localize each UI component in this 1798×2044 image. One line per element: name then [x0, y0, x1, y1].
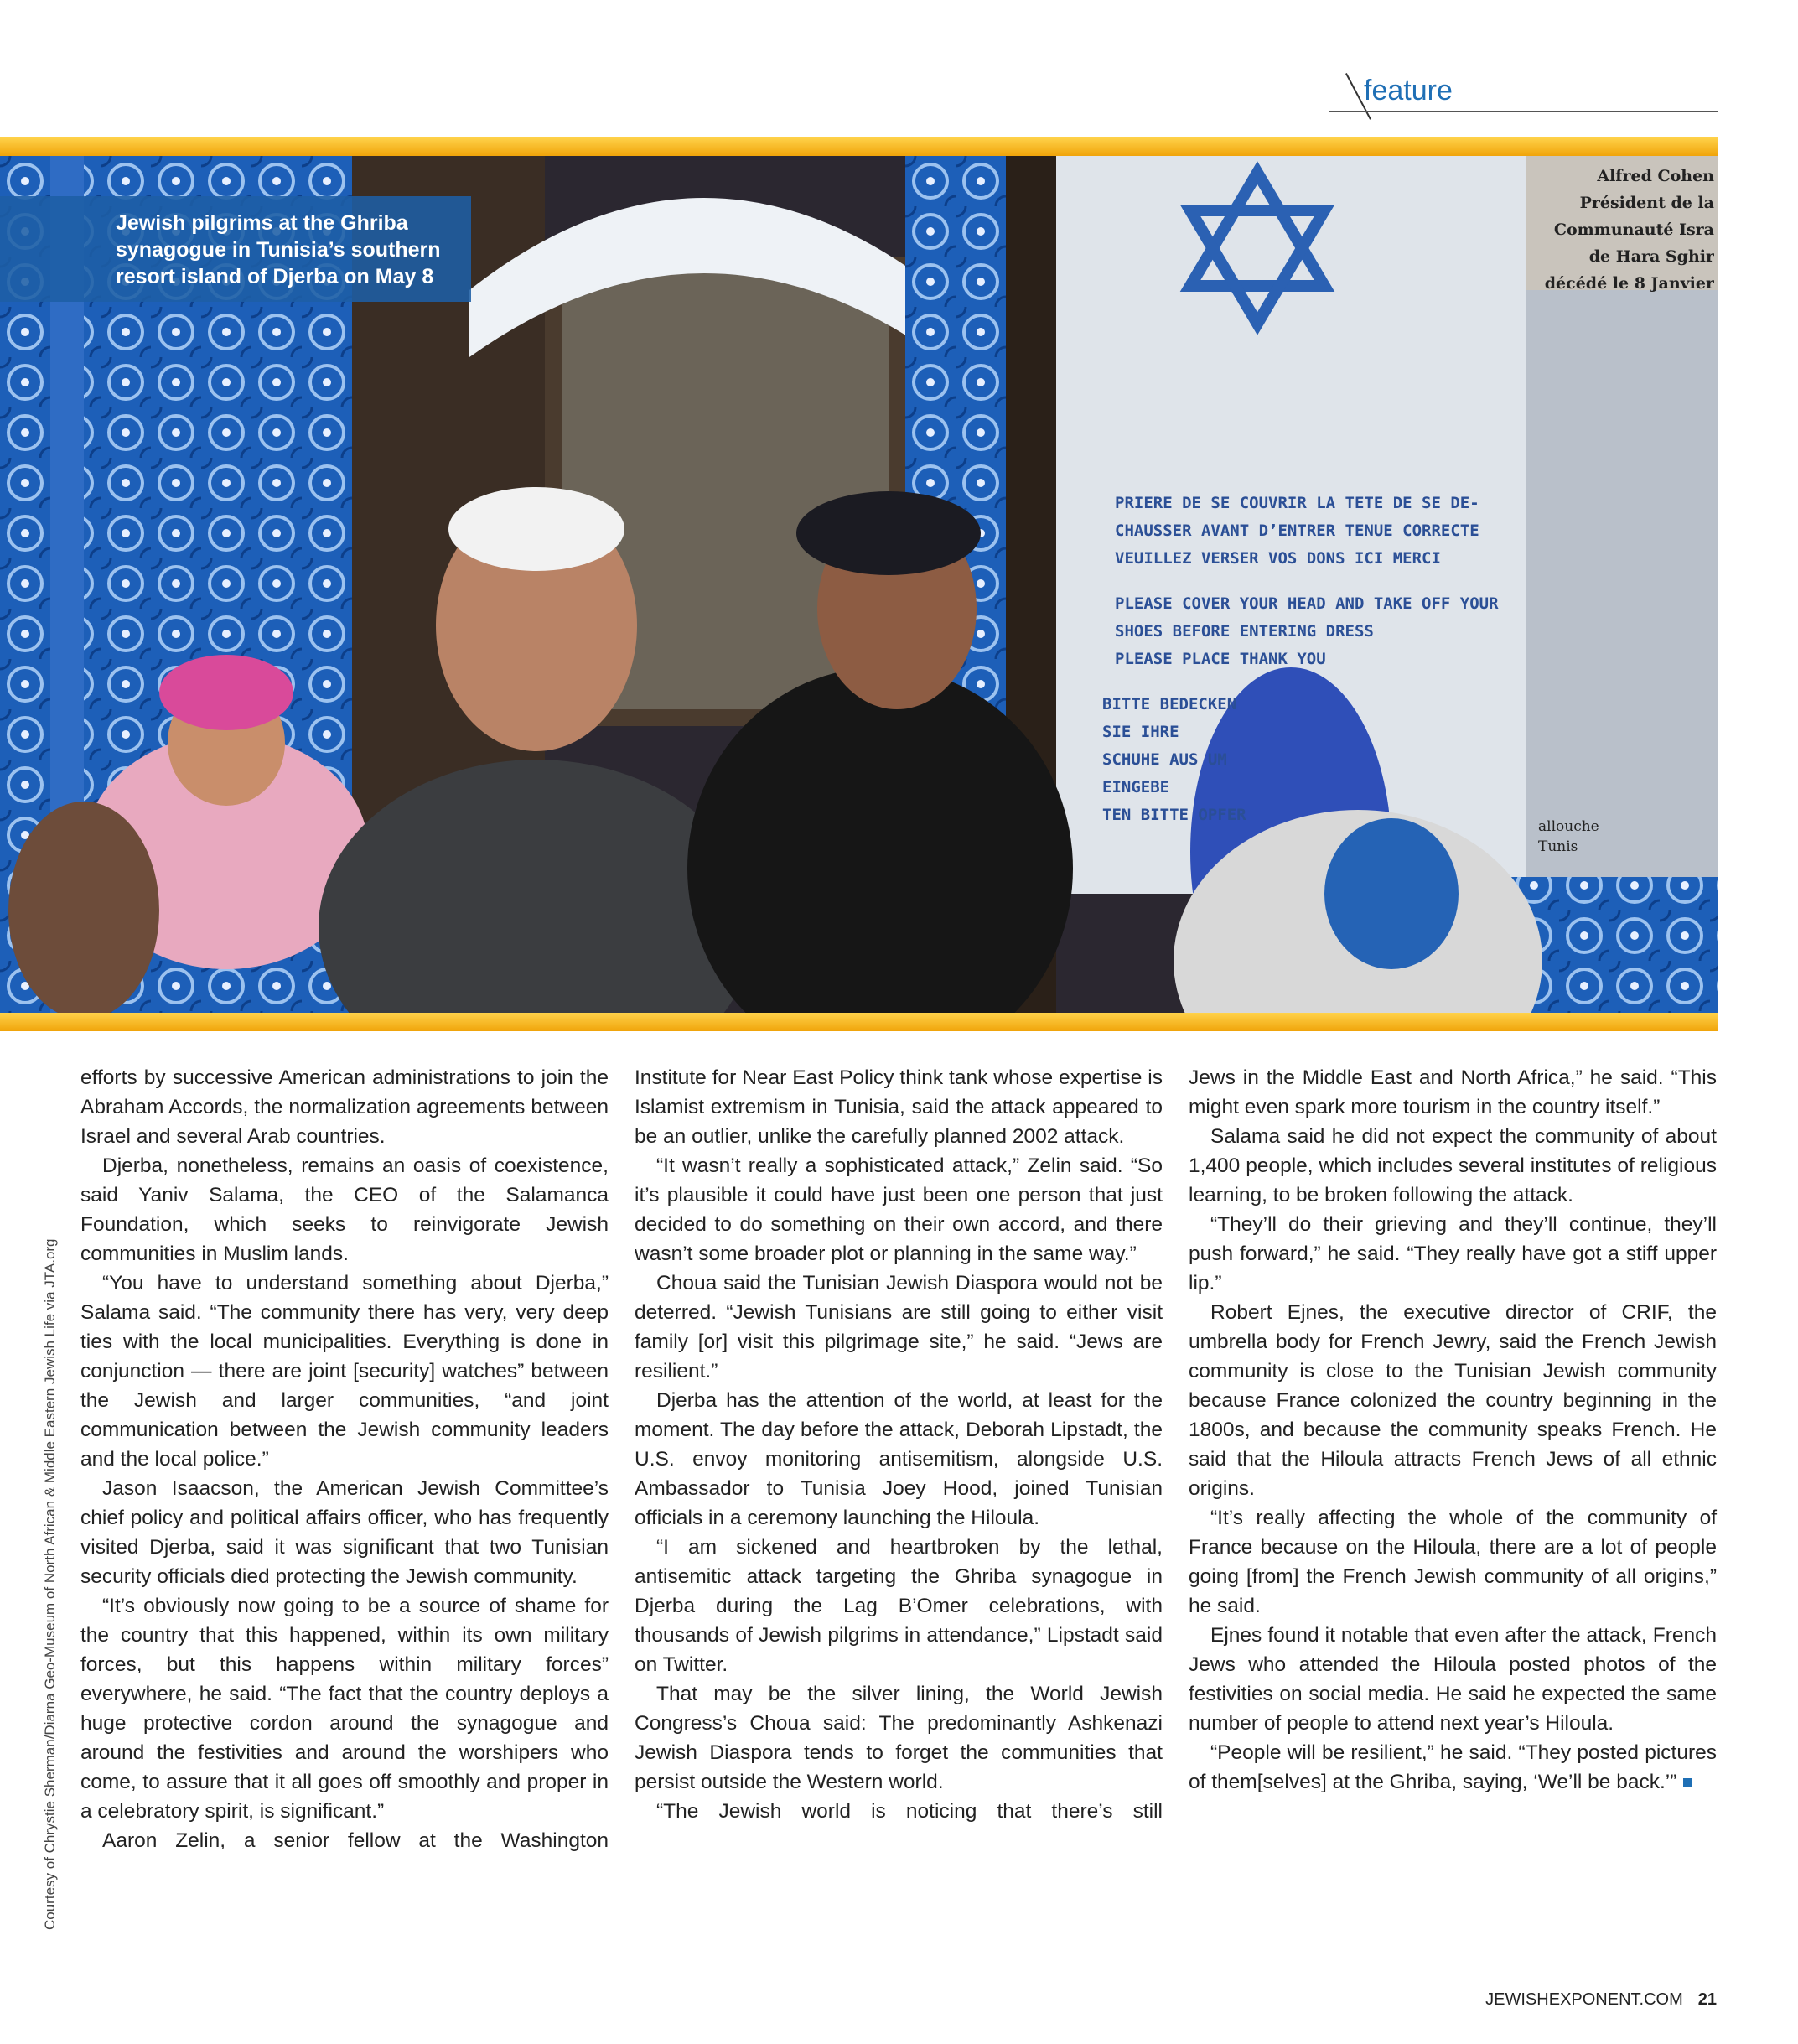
paragraph-text: “People will be resilient,” he said. “They posted pictures of them[selves] at the Ghriba, saying, ‘We’ll be back.’” — [1189, 1741, 1717, 1793]
sign-line: PLEASE PLACE THANK YOU — [1115, 650, 1326, 668]
page-footer — [1485, 1990, 1717, 2010]
plaque-maker-line: Tunis — [1538, 838, 1578, 855]
footer-site: JEWISHEXPONENT.COM — [1485, 1990, 1683, 2009]
section-tag — [1329, 74, 1718, 116]
paragraph: Jason Isaacson, the American Jewish Committee’s chief policy and political affairs officer, who has frequently visited Djerba, said it was significant that two Tunisian security officials died protecting the Jewish community. — [80, 1477, 609, 1588]
section-label: feature — [1364, 75, 1453, 106]
paragraph: Djerba, nonetheless, remains an oasis of coexistence, said Yaniv Salama, the CEO of the Salamanca Foundation, which seeks to reinvigorate Jewish communities in Muslim lands. — [80, 1154, 609, 1265]
paragraph: That may be the silver lining, the World Jewish Congress’s Choua said: The predominantly Ashkenazi Jewish Diaspora tends to forget the communities that persist outside the Western world. — [635, 1683, 1163, 1793]
paragraph: Djerba has the attention of the world, at least for the moment. The day before the attack, Deborah Lipstadt, the U.S. envoy monitoring antisemitism, alongside U.S. Ambassador to Tunisia Joey Hood, joined Tunisian officials in a ceremony launching the Hiloula. — [635, 1389, 1163, 1529]
photo-frame-top — [0, 137, 1718, 156]
sign-french — [1115, 490, 1509, 573]
article-column-1 — [80, 1063, 609, 1855]
plaque-line: de Hara Sghir — [1588, 247, 1714, 266]
plaque-line: décédé le 8 Janvier — [1544, 274, 1714, 293]
plaque-maker-line: allouche — [1538, 818, 1599, 835]
paragraph: “It’s obviously now going to be a source of shame for the country that this happened, within its own military forces, but this happens within military forces” everywhere, he said. “The fact that the country deploys a huge protective cordon around the synagogue and around the festivities and around the worshipers who come, to assure that it all goes off smoothly and proper in a celebratory spirit, is significant.” — [80, 1595, 609, 1823]
article-column-2 — [635, 1063, 1163, 1826]
sign-line: TEN BITTE OPFER — [1102, 806, 1246, 824]
plaque-line: Alfred Cohen — [1597, 167, 1714, 185]
paragraph: Jews in the Middle East and North Africa,” he said. “This might even spark more tourism in the country itself.” — [1189, 1066, 1717, 1118]
memorial-plaque — [1534, 163, 1714, 297]
photo-caption: Jewish pilgrims at the Ghriba synagogue in Tunisia’s southern resort island of Djerba on May 8 — [116, 211, 441, 288]
photo-frame-bottom — [0, 1013, 1718, 1031]
paragraph: Ejnes found it notable that even after the attack, French Jews who attended the Hiloula posted photos of the festivities on social media. He said he expected the same number of people to attend next year’s Hiloula. — [1189, 1624, 1717, 1735]
paragraph: Choua said the Tunisian Jewish Diaspora would not be deterred. “Jewish Tunisians are still going to either visit family [or] visit this pilgrimage site,” he said. “Jews are resilient.” — [635, 1272, 1163, 1383]
paragraph: “The Jewish world is noticing that there’s still — [656, 1800, 1163, 1823]
paragraph: “You have to understand something about Djerba,” Salama said. “The community there has very, very deep ties with the local municipalities. Everything is done in conjunction — there are joint [security] watches” between the Jewish and larger communities, “and joint communication between the Jewish community leaders and the local police.” — [80, 1272, 609, 1471]
photo-caption-box — [0, 196, 471, 302]
paragraph: “I am sickened and heartbroken by the lethal, antisemitic attack targeting the Ghriba synagogue in Djerba during the Lag B’Omer celebrations, with thousands of Jewish pilgrims in attendance,” Lipstadt said on Twitter. — [635, 1536, 1163, 1676]
photo-credit: Courtesy of Chrystie Sherman/Diarna Geo-Museum of North African & Middle Eastern Jewish Life via JTA.org — [42, 1238, 58, 1930]
sign-line: BITTE BEDECKEN SIE IHRE — [1102, 695, 1237, 741]
page-number: 21 — [1697, 1990, 1717, 2009]
sign-line: VEUILLEZ VERSER VOS DONS ICI MERCI — [1115, 549, 1441, 568]
paragraph: “They’ll do their grieving and they’ll continue, they’ll push forward,” he said. “They really have got a stiff upper lip.” — [1189, 1213, 1717, 1294]
paragraph: Salama said he did not expect the community of about 1,400 people, which includes several institutes of religious learning, to be broken following the attack. — [1189, 1125, 1717, 1206]
paragraph: efforts by successive American administrations to join the Abraham Accords, the normalization agreements between Israel and several Arab countries. — [80, 1066, 609, 1148]
article-column-3 — [1189, 1063, 1717, 1797]
plaque-maker — [1538, 817, 1622, 857]
paragraph: “It’s really affecting the whole of the community of France because on the Hiloula, there are a lot of people going [from] the French Jewish community of all origins,” he said. — [1189, 1507, 1717, 1617]
sign-german — [1102, 691, 1270, 829]
sign-line: PLEASE COVER YOUR HEAD AND TAKE OFF YOUR — [1115, 594, 1499, 613]
plaque-line: Communauté Isra — [1553, 220, 1714, 239]
sign-english — [1115, 590, 1509, 673]
paragraph: Robert Ejnes, the executive director of CRIF, the umbrella body for French Jewry, said the French Jewish community is close to the Tunisian Jewish community because France colonized the country beginning in the 1800s, and because the community speaks French. He said that the Hiloula attracts French Jews of all ethnic origins. — [1189, 1301, 1717, 1500]
end-of-article-icon — [1683, 1778, 1692, 1787]
section-rule — [1329, 111, 1718, 112]
plaque-line: Président de la — [1579, 194, 1714, 212]
sign-line: SHOES BEFORE ENTERING DRESS — [1115, 622, 1374, 641]
paragraph: Aaron Zelin, a senior fellow at the Washington — [102, 1829, 609, 1852]
sign-line: SCHUHE AUS UM EINGEBE — [1102, 750, 1227, 796]
sign-line: PRIERE DE SE COUVRIR LA TETE DE SE DE- — [1115, 494, 1479, 512]
last-paragraph — [1189, 1738, 1717, 1797]
paragraph: “It wasn’t really a sophisticated attack,” Zelin said. “So it’s plausible it could have just been one person that just decided to do something on their own accord, and there wasn’t some broader plot or planning in the same way.” — [635, 1154, 1163, 1265]
paragraph: Institute for Near East Policy think tank whose expertise is Islamist extremism in Tunisia, said the attack appeared to be an outlier, unlike the carefully planned 2002 attack. — [635, 1066, 1163, 1148]
sign-line: CHAUSSER AVANT D’ENTRER TENUE CORRECTE — [1115, 521, 1479, 540]
